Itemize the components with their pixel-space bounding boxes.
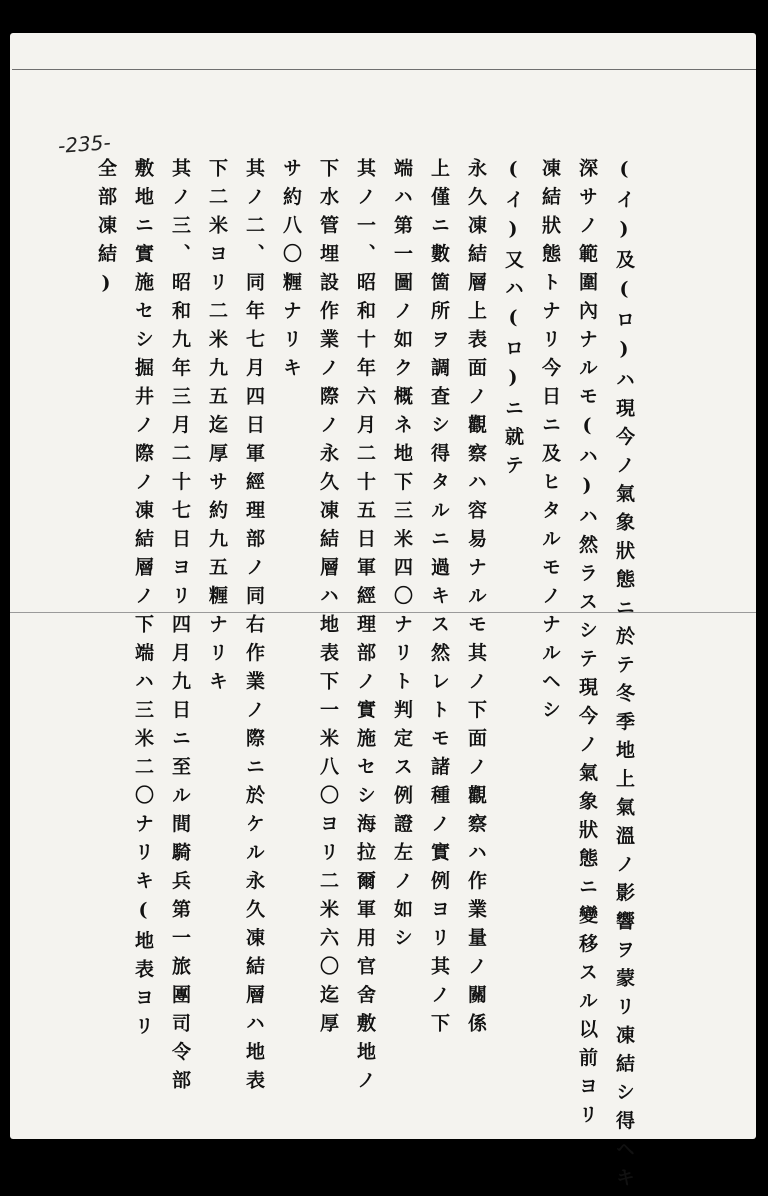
text-column: 下二米ヨリ二米九五迄厚サ約九五糎ナリキ — [206, 158, 228, 700]
text-column: サ約八〇糎ナリキ — [280, 158, 302, 386]
text-column: (イ)又ハ(ロ)ニ就テ — [502, 158, 524, 484]
text-column: 下水管埋設作業ノ際ノ永久凍結層ハ地表下一米八〇ヨリ二米六〇迄厚 — [317, 158, 339, 1042]
text-column: 永久凍結層上表面ノ觀察ハ容易ナルモ其ノ下面ノ觀察ハ作業量ノ關係 — [465, 158, 487, 1042]
text-column: 其ノ二、同年七月四日軍經理部ノ同右作業ノ際ニ於ケル永久凍結層ハ地表 — [243, 158, 265, 1099]
document-page — [10, 33, 756, 1139]
fold-line — [10, 612, 756, 613]
text-column: 端ハ第一圖ノ如ク概ネ地下三米四〇ナリト判定ス例證左ノ如シ — [391, 158, 413, 956]
header-rule — [12, 69, 756, 70]
text-column: (イ)及(ロ)ハ現今ノ氣象狀態ニ於テ冬季地上氣溫ノ影響ヲ蒙リ凍結シ得ヘキ — [613, 158, 635, 1196]
text-column: 其ノ三、昭和九年三月二十七日ヨリ四月九日ニ至ル間騎兵第一旅團司令部 — [169, 158, 191, 1099]
text-column: 敷地ニ實施セシ掘井ノ際ノ凍結層ノ下端ハ三米二〇ナリキ(地表ヨリ — [132, 158, 154, 1045]
text-column: 上僅ニ數箇所ヲ調査シ得タルニ過キス然レトモ諸種ノ實例ヨリ其ノ下 — [428, 158, 450, 1042]
text-column: 凍結狀態トナリ今日ニ及ヒタルモノナルヘシ — [539, 158, 561, 728]
text-column: 深サノ範圍內ナルモ(ハ)ハ然ラスシテ現今ノ氣象狀態ニ變移スル以前ヨリ — [576, 158, 598, 1133]
text-column: 其ノ一、昭和十年六月二十五日軍經理部ノ實施セシ海拉爾軍用官舍敷地ノ — [354, 158, 376, 1099]
page-number: -235- — [57, 130, 112, 158]
text-column: 全部凍結) — [95, 158, 117, 304]
